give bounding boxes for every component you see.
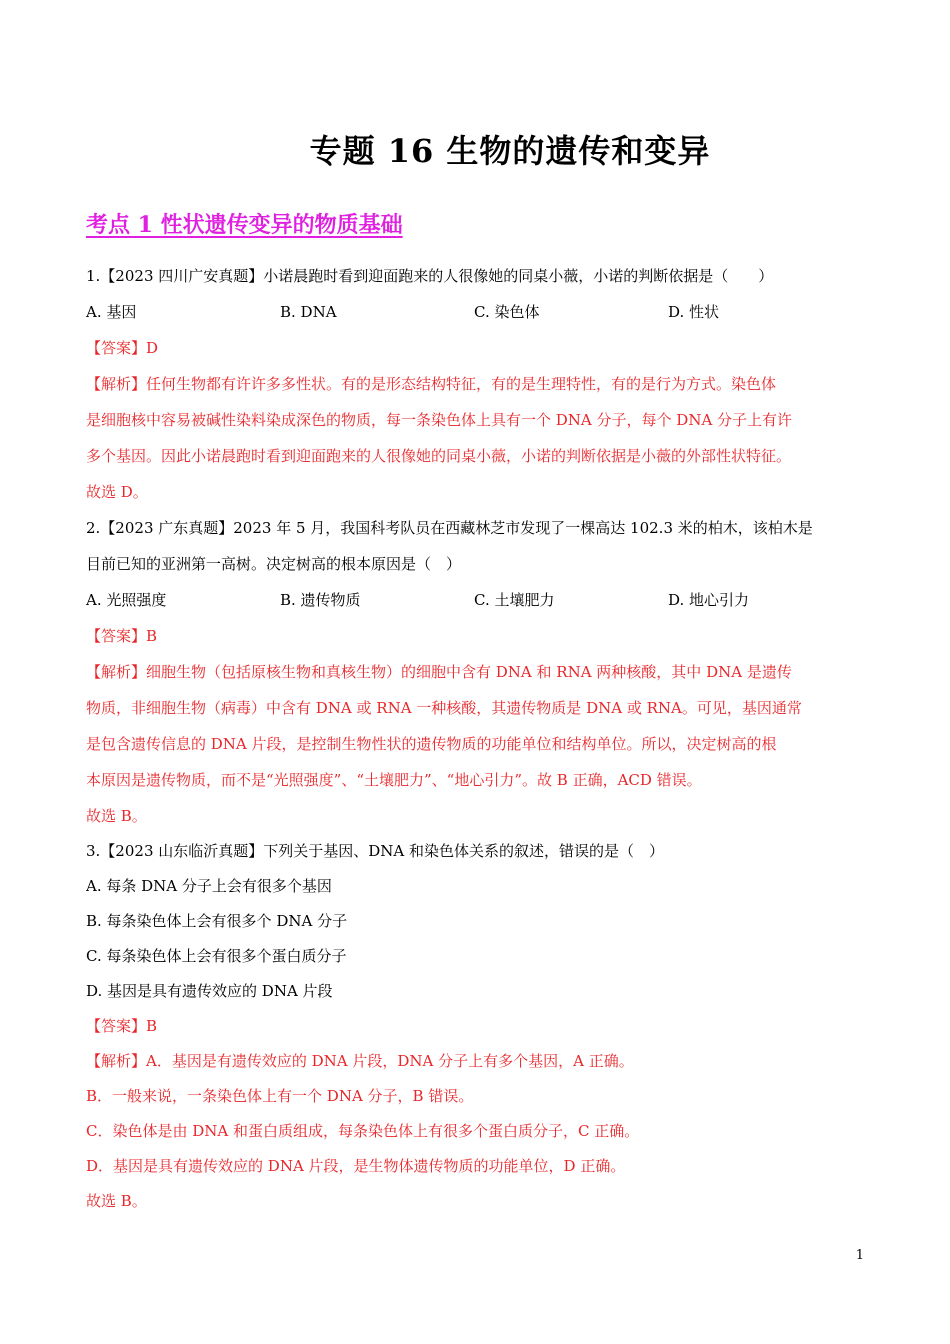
q2-option-d: D. 地心引力 (668, 591, 750, 609)
q1-analysis-line: 【解析】任何生物都有许许多多性状。有的是形态结构特征，有的是生理特性，有的是行为方式。染色体 (86, 375, 777, 393)
q1-analysis-line: 多个基因。因此小诺晨跑时看到迎面跑来的人很像她的同桌小薇，小诺的判断依据是小薇的外部性状特征。 (86, 447, 792, 465)
q1-option-a: A. 基因 (86, 303, 137, 321)
page-title: 专题 16 生物的遗传和变异 (309, 132, 711, 170)
q1-answer: 【答案】D (86, 339, 159, 357)
q3-option-c: C. 每条染色体上会有很多个蛋白质分子 (86, 947, 347, 965)
q3-analysis-line: C．染色体是由 DNA 和蛋白质组成，每条染色体上有很多个蛋白质分子，C 正确。 (86, 1122, 640, 1140)
section-heading: 考点 1 性状遗传变异的物质基础 (86, 212, 403, 238)
q3-analysis-line: 故选 B。 (86, 1192, 147, 1210)
q2-analysis-line: 是包含遗传信息的 DNA 片段，是控制生物性状的遗传物质的功能单位和结构单位。所以，决定树高的根 (86, 735, 777, 753)
q2-stem-line: 目前已知的亚洲第一高树。决定树高的根本原因是（ ） (86, 555, 462, 573)
q2-analysis-line: 故选 B。 (86, 807, 147, 825)
q2-option-c: C. 土壤肥力 (474, 591, 555, 609)
q1-options (86, 294, 876, 330)
q2-options (86, 582, 876, 618)
q3-option-b: B. 每条染色体上会有很多个 DNA 分子 (86, 912, 348, 930)
q3-option-d: D. 基因是具有遗传效应的 DNA 片段 (86, 982, 333, 1000)
question-content (86, 258, 876, 1219)
q3-answer: 【答案】B (86, 1017, 158, 1035)
q1-option-d: D. 性状 (668, 303, 720, 321)
q3-stem: 3.【2023 山东临沂真题】下列关于基因、DNA 和染色体关系的叙述，错误的是（ ） (86, 842, 665, 860)
q3-analysis-line: B．一般来说，一条染色体上有一个 DNA 分子，B 错误。 (86, 1087, 474, 1105)
q2-option-a: A. 光照强度 (86, 591, 167, 609)
q2-option-b: B. 遗传物质 (280, 591, 361, 609)
q3-analysis-line: 【解析】A．基因是有遗传效应的 DNA 片段，DNA 分子上有多个基因，A 正确。 (86, 1052, 634, 1070)
q3-option-a: A. 每条 DNA 分子上会有很多个基因 (86, 877, 332, 895)
q3-analysis-line: D．基因是具有遗传效应的 DNA 片段，是生物体遗传物质的功能单位，D 正确。 (86, 1157, 626, 1175)
q1-option-c: C. 染色体 (474, 303, 540, 321)
q2-analysis-line: 本原因是遗传物质，而不是“光照强度”、“土壤肥力”、“地心引力”。故 B 正确，ACD 错误。 (86, 771, 702, 789)
q1-analysis-line: 故选 D。 (86, 483, 148, 501)
q2-answer: 【答案】B (86, 627, 158, 645)
q1-analysis-line: 是细胞核中容易被碱性染料染成深色的物质，每一条染色体上具有一个 DNA 分子，每个 DNA 分子上有许 (86, 411, 793, 429)
q2-analysis-line: 物质，非细胞生物（病毒）中含有 DNA 或 RNA 一种核酸，其遗传物质是 DNA 或 RNA。可见，基因通常 (86, 699, 802, 717)
q1-option-b: B. DNA (280, 303, 337, 321)
q2-analysis-line: 【解析】细胞生物（包括原核生物和真核生物）的细胞中含有 DNA 和 RNA 两种核酸，其中 DNA 是遗传 (86, 663, 792, 681)
q1-stem: 1.【2023 四川广安真题】小诺晨跑时看到迎面跑来的人很像她的同桌小薇，小诺的判断依据是（ ） (86, 267, 774, 285)
page-number: 1 (855, 1248, 864, 1263)
q2-stem-line: 2.【2023 广东真题】2023 年 5 月，我国科考队员在西藏林芝市发现了一棵高达 102.3 米的柏木，该柏木是 (86, 519, 813, 537)
